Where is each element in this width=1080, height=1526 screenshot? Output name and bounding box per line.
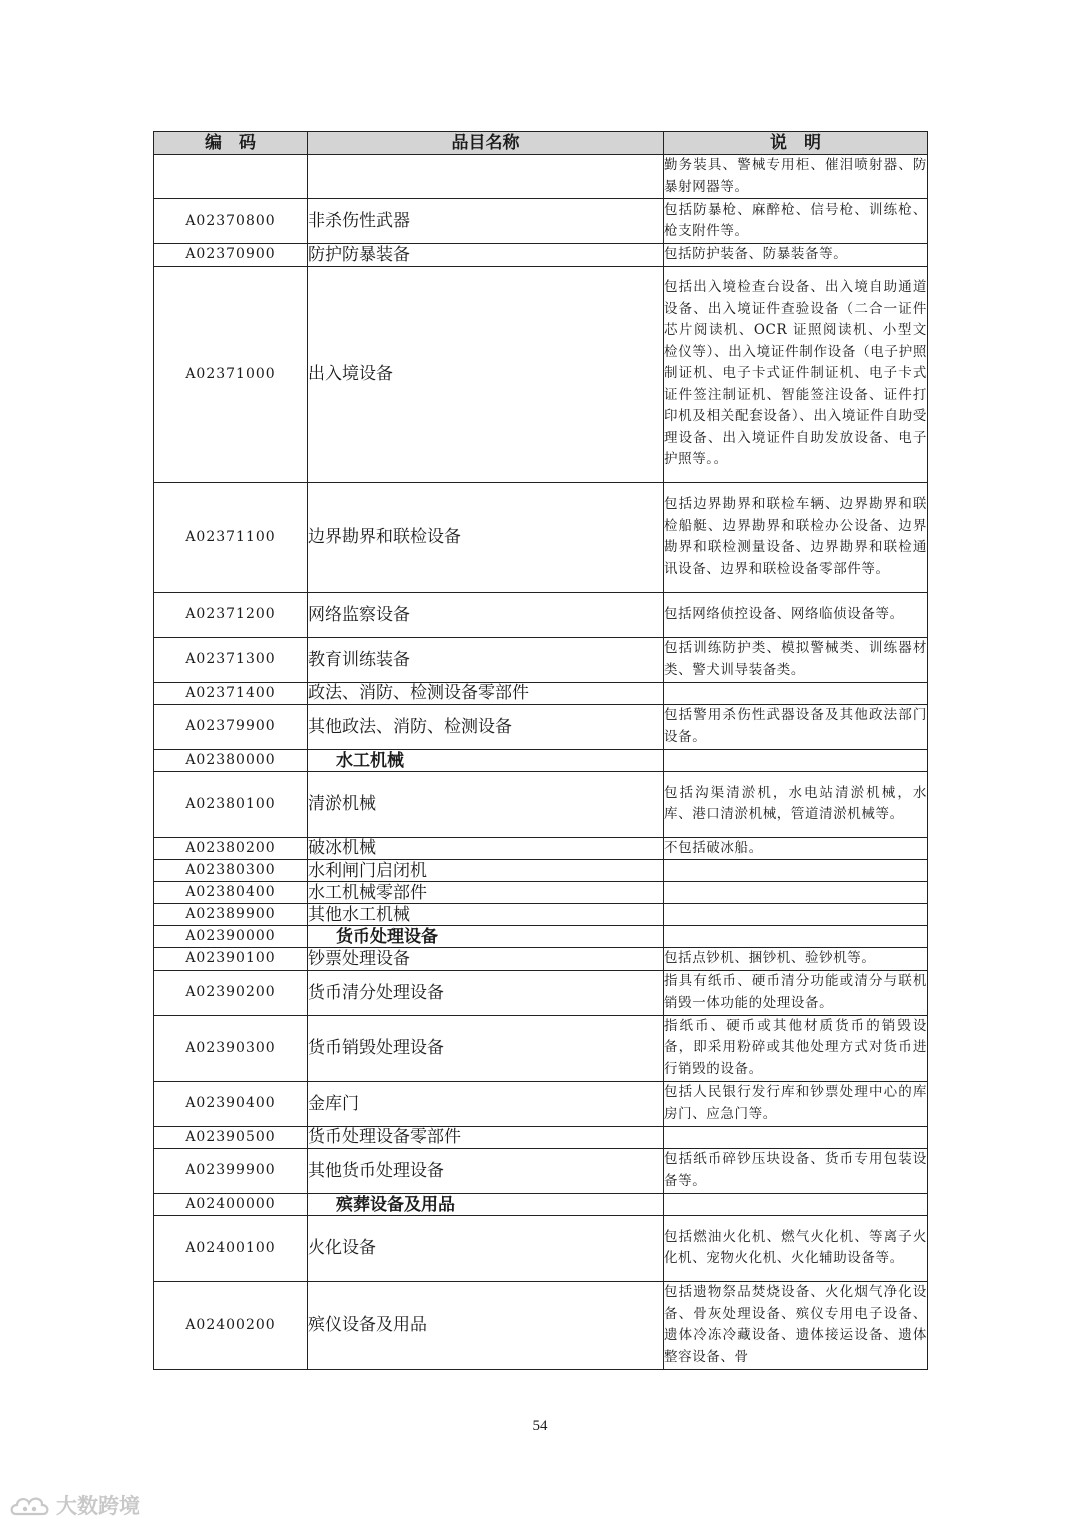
- item-name: 其他政法、消防、检测设备: [308, 704, 664, 749]
- item-name: [308, 155, 664, 199]
- table-row: [154, 771, 928, 837]
- item-code: A02380200: [154, 837, 308, 860]
- item-name: 防护防暴装备: [308, 244, 664, 267]
- item-name: 政法、消防、检测设备零部件: [308, 682, 664, 704]
- table-row: [154, 837, 928, 860]
- item-name: 水利闸门启闭机: [308, 860, 664, 882]
- item-code: A02400100: [154, 1215, 308, 1281]
- item-code: A02390200: [154, 970, 308, 1015]
- table-row: [154, 1281, 928, 1369]
- table-row: [154, 199, 928, 244]
- table-row: [154, 1015, 928, 1081]
- item-code: A02371200: [154, 592, 308, 637]
- table-row: [154, 637, 928, 682]
- table-row: [154, 155, 928, 199]
- item-name: 出入境设备: [308, 266, 664, 482]
- item-code: A02400000: [154, 1193, 308, 1215]
- item-name: 殡葬设备及用品: [308, 1193, 664, 1215]
- header-code: 编 码: [154, 132, 308, 155]
- table-row: [154, 1193, 928, 1215]
- item-code: A02400200: [154, 1281, 308, 1369]
- item-name: 钞票处理设备: [308, 948, 664, 971]
- item-name: 网络监察设备: [308, 592, 664, 637]
- table-row: [154, 482, 928, 592]
- table-row: [154, 926, 928, 948]
- item-code: A02371300: [154, 637, 308, 682]
- item-name: 非杀伤性武器: [308, 199, 664, 244]
- item-name: 其他水工机械: [308, 904, 664, 926]
- table-row: [154, 948, 928, 971]
- item-code: A02380400: [154, 882, 308, 904]
- item-description: 包括训练防护类、模拟警械类、训练器材类、警犬训导装备类。: [664, 637, 928, 682]
- item-description: 包括沟渠清淤机，水电站清淤机械，水库、港口清淤机械，管道清淤机械等。: [664, 771, 928, 837]
- item-description: 指具有纸币、硬币清分功能或清分与联机销毁一体功能的处理设备。: [664, 970, 928, 1015]
- item-description: 包括人民银行发行库和钞票处理中心的库房门、应急门等。: [664, 1081, 928, 1126]
- item-name: 教育训练装备: [308, 637, 664, 682]
- item-name: 水工机械: [308, 749, 664, 771]
- table-body: [154, 155, 928, 1370]
- item-description: 指纸币、硬币或其他材质货币的销毁设备，即采用粉碎或其他处理方式对货币进行销毁的设备。: [664, 1015, 928, 1081]
- item-code: A02390400: [154, 1081, 308, 1126]
- item-code: A02370900: [154, 244, 308, 267]
- table-row: [154, 749, 928, 771]
- item-description: [664, 1126, 928, 1148]
- item-description: 不包括破冰船。: [664, 837, 928, 860]
- cloud-logo-icon: [8, 1492, 52, 1518]
- item-description: 包括点钞机、捆钞机、验钞机等。: [664, 948, 928, 971]
- item-code: A02379900: [154, 704, 308, 749]
- item-description: 勤务装具、警械专用柜、催泪喷射器、防暴射网器等。: [664, 155, 928, 199]
- table-row: [154, 682, 928, 704]
- item-code: A02380100: [154, 771, 308, 837]
- item-code: A02399900: [154, 1148, 308, 1193]
- item-code: A02389900: [154, 904, 308, 926]
- table-row: [154, 704, 928, 749]
- header-desc: 说 明: [664, 132, 928, 155]
- table-row: [154, 592, 928, 637]
- item-name: 破冰机械: [308, 837, 664, 860]
- item-name: 货币销毁处理设备: [308, 1015, 664, 1081]
- item-name: 货币清分处理设备: [308, 970, 664, 1015]
- item-description: 包括警用杀伤性武器设备及其他政法部门设备。: [664, 704, 928, 749]
- item-description: 包括遗物祭品焚烧设备、火化烟气净化设备、骨灰处理设备、殡仪专用电子设备、遗体冷冻冷藏设备、遗体接运设备、遗体整容设备、骨: [664, 1281, 928, 1369]
- page-number: 54: [532, 1418, 548, 1434]
- table-row: [154, 1126, 928, 1148]
- item-description: [664, 926, 928, 948]
- item-code: A02390000: [154, 926, 308, 948]
- watermark-text: 大数跨境: [56, 1494, 140, 1518]
- table-row: [154, 904, 928, 926]
- item-code: A02371000: [154, 266, 308, 482]
- table-row: [154, 882, 928, 904]
- item-description: 包括网络侦控设备、网络临侦设备等。: [664, 592, 928, 637]
- item-description: [664, 749, 928, 771]
- item-code: A02390500: [154, 1126, 308, 1148]
- item-code: A02371100: [154, 482, 308, 592]
- item-description: 包括燃油火化机、燃气火化机、等离子火化机、宠物火化机、火化辅助设备等。: [664, 1215, 928, 1281]
- item-code: A02370800: [154, 199, 308, 244]
- item-description: [664, 882, 928, 904]
- item-code: A02371400: [154, 682, 308, 704]
- table-row: [154, 244, 928, 267]
- table-row: [154, 1148, 928, 1193]
- item-name: 金库门: [308, 1081, 664, 1126]
- item-description: [664, 682, 928, 704]
- item-name: 清淤机械: [308, 771, 664, 837]
- item-code: [154, 155, 308, 199]
- table-row: [154, 860, 928, 882]
- header-name: 品目名称: [308, 132, 664, 155]
- watermark: [8, 1490, 140, 1520]
- table-row: [154, 266, 928, 482]
- item-description: 包括边界勘界和联检车辆、边界勘界和联检船艇、边界勘界和联检办公设备、边界勘界和联检测量设备、边界勘界和联检通讯设备、边界和联检设备零部件等。: [664, 482, 928, 592]
- catalog-table: [153, 131, 928, 1370]
- item-description: [664, 860, 928, 882]
- item-description: [664, 904, 928, 926]
- table-row: [154, 1081, 928, 1126]
- item-name: 水工机械零部件: [308, 882, 664, 904]
- item-code: A02390100: [154, 948, 308, 971]
- item-name: 货币处理设备零部件: [308, 1126, 664, 1148]
- item-name: 货币处理设备: [308, 926, 664, 948]
- item-code: A02380300: [154, 860, 308, 882]
- item-name: 其他货币处理设备: [308, 1148, 664, 1193]
- item-name: 边界勘界和联检设备: [308, 482, 664, 592]
- item-description: 包括防暴枪、麻醉枪、信号枪、训练枪、枪支附件等。: [664, 199, 928, 244]
- item-code: A02380000: [154, 749, 308, 771]
- item-code: A02390300: [154, 1015, 308, 1081]
- item-description: 包括出入境检查台设备、出入境自助通道设备、出入境证件查验设备（二合一证件芯片阅读机、OCR 证照阅读机、小型文检仪等）、出入境证件制作设备（电子护照制证机、电子卡式证件制证机、电子卡式证件签注制证机、智能签注设备、证件打印机及相关配套设备）、出入境证件自助受理设备、出入境证件自助发放设备、电子护照等。。: [664, 266, 928, 482]
- item-description: 包括防护装备、防暴装备等。: [664, 244, 928, 267]
- item-description: 包括纸币碎钞压块设备、货币专用包装设备等。: [664, 1148, 928, 1193]
- item-name: 殡仪设备及用品: [308, 1281, 664, 1369]
- item-description: [664, 1193, 928, 1215]
- table-header-row: [154, 132, 928, 155]
- item-name: 火化设备: [308, 1215, 664, 1281]
- table-row: [154, 970, 928, 1015]
- table-row: [154, 1215, 928, 1281]
